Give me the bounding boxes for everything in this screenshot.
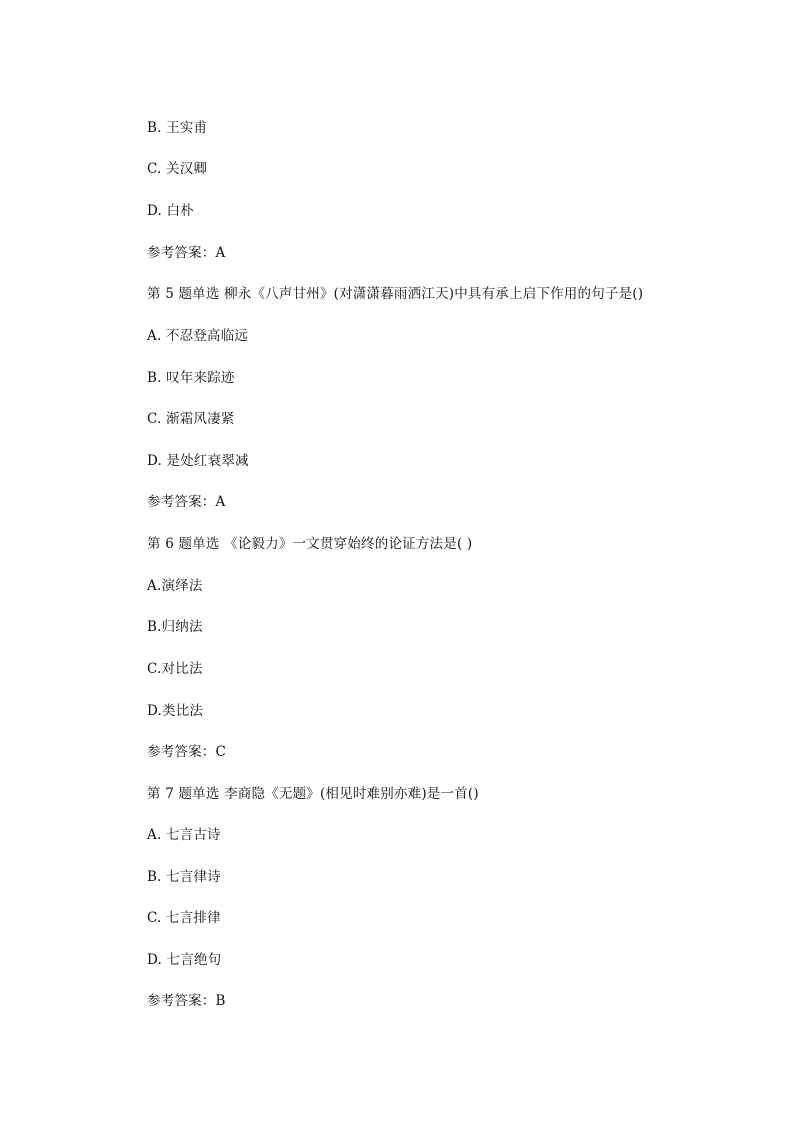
option-b-text: B. 叹年来踪迹 <box>147 370 235 386</box>
option-c-text: C. 渐霜风凄紧 <box>147 411 235 427</box>
option-b-text: B. 七言律诗 <box>147 869 221 885</box>
option-b-text: B. 王实甫 <box>147 120 208 136</box>
option-c-text: C. 关汉卿 <box>147 161 208 177</box>
answer-text: 参考答案：B <box>147 993 226 1009</box>
answer-text: 参考答案：A <box>147 494 226 510</box>
option-d-text: D.类比法 <box>147 703 204 719</box>
option-a-text: A. 七言古诗 <box>147 827 221 843</box>
option-b-text: B.归纳法 <box>147 619 203 635</box>
answer-text: 参考答案：C <box>147 744 227 760</box>
question-5-text: 第 5 题单选 柳永《八声甘州》(对潇潇暮雨洒江天)中具有承上启下作用的句子是() <box>147 286 644 302</box>
option-c-text: C.对比法 <box>147 661 203 677</box>
question-7-text: 第 7 题单选 李商隐《无题》(相见时难别亦难)是一首() <box>147 786 479 802</box>
question-6-text: 第 6 题单选 《论毅力》一文贯穿始终的论证方法是( ) <box>147 536 473 552</box>
option-d-text: D. 七言绝句 <box>147 952 222 968</box>
option-a-text: A. 不忍登高临远 <box>147 328 249 344</box>
option-d-text: D. 白朴 <box>147 203 194 219</box>
option-c-text: C. 七言排律 <box>147 910 221 926</box>
option-a-text: A.演绎法 <box>147 578 203 594</box>
option-d-text: D. 是处红衰翠减 <box>147 453 249 469</box>
answer-text: 参考答案：A <box>147 245 226 261</box>
